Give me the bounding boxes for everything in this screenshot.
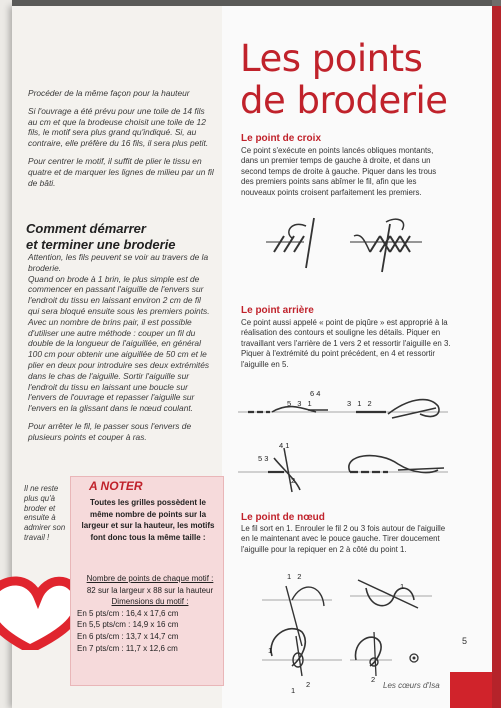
body-text [28, 252, 214, 450]
count-value: 82 sur la largeur x 88 sur la hauteur [86, 585, 214, 595]
count-label: Nombre de points de chaque motif : [86, 574, 214, 583]
red-page-edge [492, 6, 501, 708]
intro-paragraph: Si l'ouvrage a été prévu pour une toile de 14 fils au cm et que la brodeuse choisit une toile de 12 fils, le motif sera plus grand qu'indiqué. Si, au contraire, elle préfère du 16 fils, il sera plus petit. [28, 105, 209, 149]
croix-heading: Le point de croix [241, 133, 322, 144]
diagram-label: 1 2 [287, 572, 304, 581]
diagram-label: 6 4 [310, 389, 321, 398]
dims-row: En 5 pts/cm : 16,4 x 17,6 cm [77, 608, 179, 618]
page-title [240, 38, 490, 122]
intro-paragraph: Procéder de la même façon pour la hauteur [28, 88, 190, 98]
diagram-label: 5 3 1 [287, 399, 314, 408]
note-title: A NOTER [89, 479, 143, 493]
section-subhead [26, 221, 216, 252]
diagram-label: 1 [400, 582, 405, 591]
intro-text [28, 88, 214, 195]
noeud-text: Le fil sort en 1. Enrouler le fil 2 ou 3 fois autour de l'aiguille en le maintenant avec le pouce gauche. Tirer doucement l'aiguille pour la repiquer en 2 à côté du point 1. [241, 524, 446, 554]
diagram-label: 2 [371, 675, 376, 684]
note-details [77, 573, 223, 654]
diagram-label: 5 3 [258, 454, 269, 463]
diagram-label: 4 1 [279, 441, 290, 450]
body-paragraph: Attention, les fils peuvent se voir au travers de la broderie. [28, 252, 209, 273]
french-knot-diagram [262, 566, 452, 684]
intro-paragraph: Pour centrer le motif, il suffit de plier le tissu en quatre et de marquer les lignes de milieu par un fil de bâti. [28, 155, 214, 188]
body-paragraph: Quand on brode à 1 brin, le plus simple est de commencer en passant l'aiguille de l'envers sur l'endroit du tissu en laissant environ 2 cm de fil qui sera bloqué ensuite sous les premiers points. Avec un nombre de brins pair, il est possible d'utiliser une autre méthode : couper un fil du double de la longueur de l'aiguillée, en général 100 cm pour obtenir une aiguillée de 50 cm et le plier en deux pour introduire ses deux extrémités dans le chas de l'aiguille. Sortir l'aiguille sur l'endroit du tissu en laissant une boucle sur l'envers de l'ouvrage et repasser l'aiguille sur l'envers en la glissant dans le nœud coulant. [28, 273, 210, 414]
dims-row: En 6 pts/cm : 13,7 x 14,7 cm [77, 631, 179, 641]
arriere-text: Ce point aussi appelé « point de piqûre » est approprié à la réalisation des contours et souligne les détails. Piquer en travaillant vers l'arrière de 1 vers 2 et ressortir l'aiguille en 3. Piquer à l'extrémité du point précédent, en 4 et ressortir l'aiguille en 5. [241, 318, 451, 369]
title-line: Les points [240, 37, 423, 80]
heart-icon [0, 575, 80, 650]
dims-label: Dimensions du motif : [111, 597, 189, 607]
dims-row: En 7 pts/cm : 11,7 x 12,6 cm [77, 643, 178, 653]
aside-text: Il ne reste plus qu'à broder et ensuite à admirer son travail ! [24, 484, 66, 542]
diagram-label: 1 [268, 646, 273, 655]
diagram-label: 2 [291, 476, 296, 485]
note-box [70, 476, 224, 686]
croix-text: Ce point s'exécute en points lancés obliques montants, dans un premier temps de gauche à droite, et dans un second temps de droite à gauche. Piquer dans les trous des premiers points sans abîmer le fil, afin que les nouveaux points croisent parfaitement les premiers. [241, 146, 437, 197]
arriere-heading: Le point arrière [241, 305, 314, 316]
page-number: 5 [462, 636, 468, 646]
noeud-heading: Le point de nœud [241, 512, 325, 523]
dims-row: En 5,5 pts/cm : 14,9 x 16 cm [77, 620, 179, 630]
subhead-line: et terminer une broderie [26, 236, 176, 252]
subhead-line: Comment démarrer [26, 221, 146, 236]
note-text: Toutes les grilles possèdent le même nombre de points sur la largeur et sur la hauteur, les motifs font donc tous la même taille : [81, 498, 215, 542]
corner-block [450, 672, 492, 708]
diagram-label: 2 [306, 680, 311, 689]
footer-text: Les cœurs d'Isa [383, 681, 440, 690]
cross-stitch-diagram [262, 214, 432, 274]
diagram-label: 1 [291, 686, 296, 695]
body-paragraph: Pour arrêter le fil, le passer sous l'envers de plusieurs points et couper à ras. [28, 420, 192, 442]
diagram-label: 3 1 2 [347, 399, 374, 408]
title-line: de broderie [240, 79, 448, 122]
